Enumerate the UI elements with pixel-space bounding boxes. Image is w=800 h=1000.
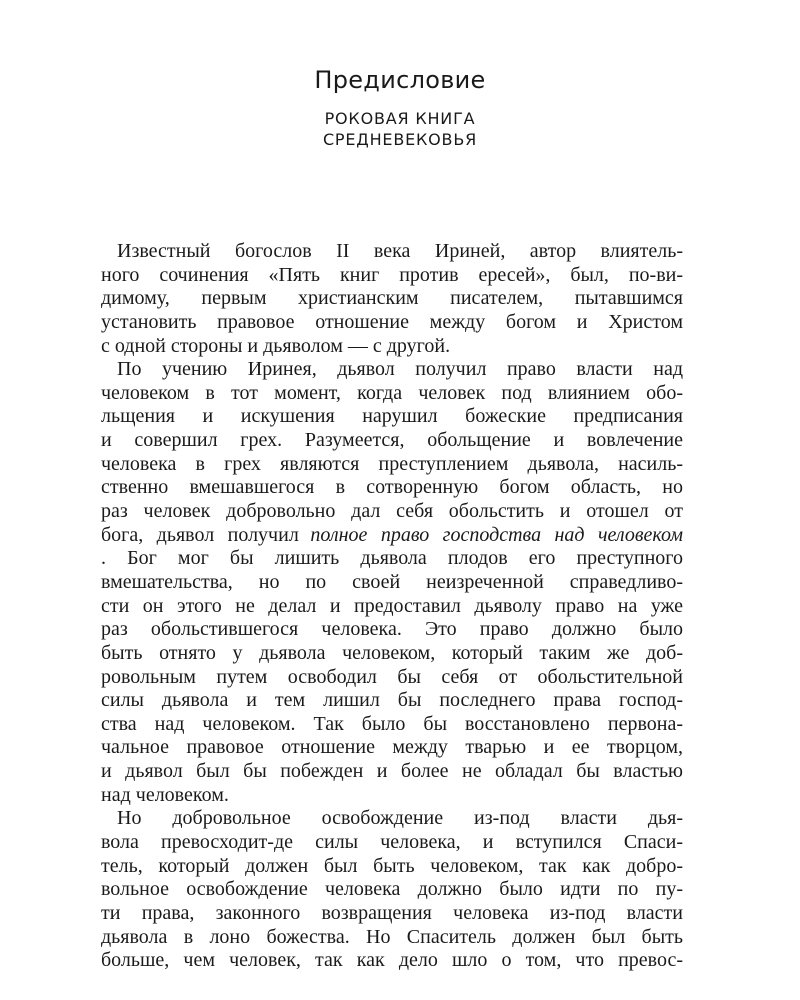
text-line-content: . Бог мог бы лишить дьявола плодов его преступного xyxy=(101,547,683,570)
text-line xyxy=(117,358,683,382)
text-line xyxy=(101,689,683,713)
text-line xyxy=(101,453,683,477)
text-line xyxy=(117,807,683,831)
text-line xyxy=(101,264,683,288)
body-text xyxy=(101,240,683,973)
text-line xyxy=(101,595,683,619)
text-line xyxy=(117,240,683,264)
text-line xyxy=(101,571,683,595)
text-line-content: бога, дьявол получил xyxy=(101,523,299,546)
text-line-content: вольное освобождение человека должно было идти по пу- xyxy=(101,878,683,901)
text-line xyxy=(101,382,683,406)
text-line-content: Но добровольное освобождение из-под власти дья- xyxy=(117,807,683,830)
text-line-content: ровольным путем освободил бы себя от обольстительной xyxy=(101,665,683,688)
text-line xyxy=(101,335,683,359)
text-line-content: и совершил грех. Разумеется, обольщение и вовлечение xyxy=(101,429,683,452)
text-line-content: ти права, законного возвращения человека из-под власти xyxy=(101,901,683,924)
text-line xyxy=(101,666,683,690)
text-line xyxy=(101,429,683,453)
text-line xyxy=(101,311,683,335)
chapter-subtitle-line-1: РОКОВАЯ КНИГА xyxy=(324,109,476,128)
text-line-content: установить правовое отношение между богом и Христом xyxy=(101,310,683,333)
text-line-content: По учению Иринея, дьявол получил право власти над xyxy=(117,358,683,381)
chapter-subtitle-line-2: СРЕДНЕВЕКОВЬЯ xyxy=(322,130,478,149)
text-line xyxy=(101,642,683,666)
text-line xyxy=(101,926,683,950)
text-line xyxy=(101,713,683,737)
text-line-content: Известный богослов II века Ириней, автор влиятель- xyxy=(117,240,683,262)
text-line xyxy=(101,405,683,429)
text-line-content: сти он этого не делал и предоставил дьяволу право на уже xyxy=(101,594,683,617)
text-line xyxy=(101,855,683,879)
text-line-content: и дьявол был бы побежден и более не обладал бы властью xyxy=(101,760,683,783)
text-line-content: с одной стороны и дьяволом — с другой. xyxy=(101,334,451,357)
text-line-content: над человеком. xyxy=(101,783,229,806)
text-line xyxy=(101,547,683,571)
text-line-content: димому, первым христианским писателем, пытавшимся xyxy=(101,287,683,310)
text-line xyxy=(101,902,683,926)
text-line xyxy=(101,287,683,311)
text-line-content: вмешательства, но по своей неизреченной справедливо- xyxy=(101,570,683,593)
text-line-content: льщения и искушения нарушил божеские предписания xyxy=(101,405,683,428)
text-line-content: ственно вмешавшегося в сотворенную богом область, но xyxy=(101,476,683,499)
text-line xyxy=(101,784,683,808)
text-line xyxy=(101,476,683,500)
text-line-content: вола превосходит-де силы человека, и вступился Спаси- xyxy=(101,831,683,854)
text-line xyxy=(101,760,683,784)
text-line-content: человека в грех являются преступлением дьявола, насиль- xyxy=(101,452,683,475)
text-line-content: быть отнято у дьявола человеком, который таким же доб- xyxy=(101,641,683,664)
text-line-content: ства над человеком. Так было бы восстановлено первона- xyxy=(101,712,683,735)
text-line xyxy=(101,500,683,524)
text-line xyxy=(101,878,683,902)
text-line-content: больше, чем человек, так как дело шло о том, что превос- xyxy=(101,949,683,972)
text-line-content: дьявола в лоно божества. Но Спаситель должен был быть xyxy=(101,925,683,948)
text-line-content: ного сочинения «Пять книг против ересей», был, по-ви- xyxy=(101,263,683,286)
text-line xyxy=(101,736,683,760)
chapter-title: Предисловие xyxy=(314,66,486,94)
text-line-content: силы дьявола и тем лишил бы последнего права господ- xyxy=(101,689,683,712)
text-line-content: чальное правовое отношение между тварью и ее творцом, xyxy=(101,736,683,759)
text-line-content: раз человек добровольно дал себя обольстить и отошел от xyxy=(101,500,683,523)
text-line-content: раз обольстившегося человека. Это право должно было xyxy=(101,618,683,641)
text-line-content: тель, который должен был быть человеком, так как добро- xyxy=(101,854,683,877)
text-line xyxy=(101,618,683,642)
text-line xyxy=(101,524,683,548)
text-line xyxy=(101,831,683,855)
text-line-content: человеком в тот момент, когда человек под влиянием обо- xyxy=(101,381,683,404)
text-line xyxy=(101,949,683,973)
italic-emphasis: полное право господства над человеком xyxy=(310,523,683,546)
